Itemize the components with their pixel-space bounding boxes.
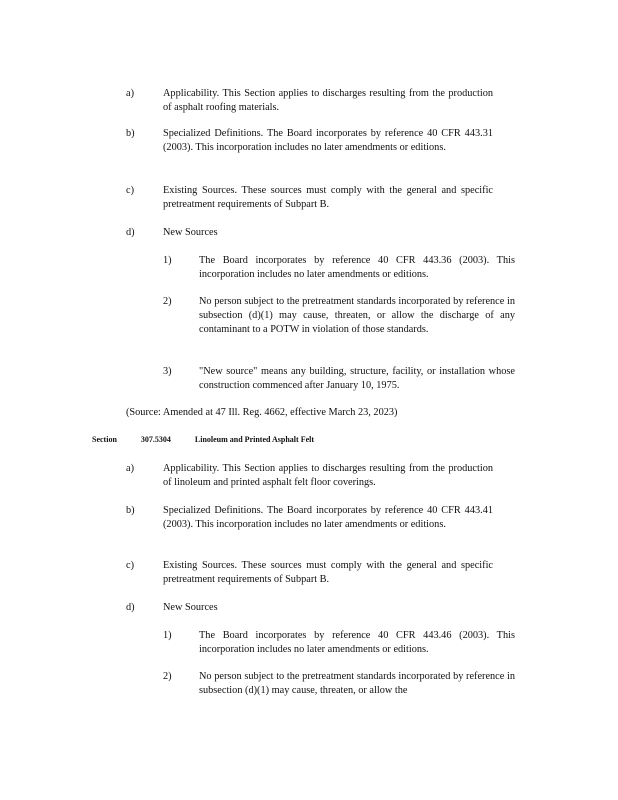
subsection-b-label: b) <box>126 128 135 139</box>
section2-subsection-d-text: New Sources <box>163 602 218 613</box>
subsection-d3-text: "New source" means any building, structure, facility, or installation whose construction commenced after January 10, 1975. <box>199 366 515 391</box>
subsection-d3-label: 3) <box>163 366 172 377</box>
section-heading <box>92 433 336 447</box>
subsection-d-text: New Sources <box>163 227 218 238</box>
source-note: (Source: Amended at 47 Ill. Reg. 4662, effective March 23, 2023) <box>126 407 398 418</box>
section2-subsection-c-label: c) <box>126 560 134 571</box>
section2-subsection-b-label: b) <box>126 505 135 516</box>
subsection-d-label: d) <box>126 227 135 238</box>
section2-subsection-a-label: a) <box>126 463 134 474</box>
subsection-d2-text: No person subject to the pretreatment standards incorporated by reference in subsection (d)(1) may cause, threaten, or allow the discharge of any contaminant to a POTW in violation of those standards. <box>199 296 515 335</box>
subsection-a-text: Applicability. This Section applies to discharges resulting from the production of asphalt roofing materials. <box>163 88 493 113</box>
subsection-d2-label: 2) <box>163 296 172 307</box>
subsection-c-label: c) <box>126 185 134 196</box>
section2-subsection-d2-label: 2) <box>163 671 172 682</box>
subsection-d1-text: The Board incorporates by reference 40 CFR 443.36 (2003). This incorporation includes no later amendments or editions. <box>199 255 515 280</box>
subsection-c-text: Existing Sources. These sources must comply with the general and specific pretreatment requirements of Subpart B. <box>163 185 493 210</box>
subsection-b-text: Specialized Definitions. The Board incorporates by reference 40 CFR 443.31 (2003). This incorporation includes no later amendments or editions. <box>163 128 493 153</box>
section2-subsection-d-label: d) <box>126 602 135 613</box>
subsection-d1-label: 1) <box>163 255 172 266</box>
section2-subsection-d1-label: 1) <box>163 630 172 641</box>
section2-subsection-c-text: Existing Sources. These sources must comply with the general and specific pretreatment requirements of Subpart B. <box>163 560 493 585</box>
section2-subsection-b-text: Specialized Definitions. The Board incorporates by reference 40 CFR 443.41 (2003). This incorporation includes no later amendments or editions. <box>163 505 493 530</box>
section-heading-title: Linoleum and Printed Asphalt Felt <box>194 435 315 444</box>
subsection-a-label: a) <box>126 88 134 99</box>
section2-subsection-a-text: Applicability. This Section applies to discharges resulting from the production of linoleum and printed asphalt felt floor coverings. <box>163 463 493 488</box>
section2-subsection-d2-text: No person subject to the pretreatment standards incorporated by reference in subsection (d)(1) may cause, threaten, or allow the <box>199 671 515 696</box>
section-heading-word: Section <box>92 435 117 444</box>
section-heading-number: 307.5304 <box>140 435 171 444</box>
section2-subsection-d1-text: The Board incorporates by reference 40 CFR 443.46 (2003). This incorporation includes no later amendments or editions. <box>199 630 515 655</box>
